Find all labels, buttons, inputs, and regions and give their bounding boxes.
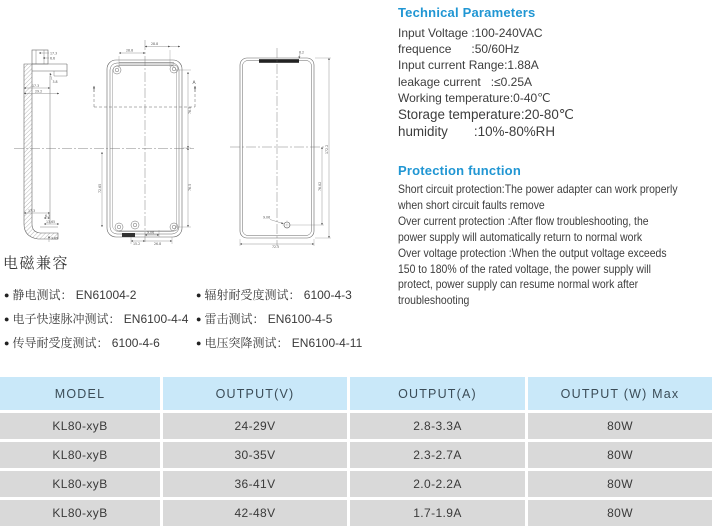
bullet-icon: ●: [196, 290, 202, 300]
top-stub: [32, 50, 48, 64]
table-cell-model: KL80-xyB: [0, 413, 160, 439]
dim-label: 29.2: [35, 89, 43, 94]
dim-label: 6.6: [50, 56, 56, 61]
column-header-output-w: OUTPUT (W) Max: [528, 377, 712, 410]
param-frequency: frequence :50/60Hz: [398, 42, 520, 57]
dim-label: 28.8: [151, 42, 159, 47]
dim-label: 9.06: [147, 230, 155, 235]
technical-parameters-section: [398, 5, 574, 140]
emc-right-column: [196, 289, 362, 361]
dim-label: 15.2: [133, 242, 141, 246]
param-input-current: Input current Range:1.88A: [398, 58, 539, 73]
dim-label: 3.65: [51, 236, 59, 241]
protection-function-section: [398, 163, 709, 309]
bullet-icon: ●: [4, 290, 10, 300]
table-cell-output-a: 2.0-2.2A: [350, 471, 525, 497]
protection-line: 150 to 180% of the rated voltage, the power supply will: [398, 262, 651, 276]
screw-holes: [113, 65, 178, 231]
dim-label: 72.5: [272, 245, 280, 249]
bullet-icon: ●: [4, 338, 10, 348]
dim-label: 28.8: [126, 48, 134, 53]
dim-label: 3.8: [52, 80, 58, 84]
emc-title: 电磁兼容: [3, 255, 70, 272]
emc-item-label: 辐射耐受度测试： 6100-4-3: [204, 288, 352, 302]
column-header-model: MODEL: [0, 377, 160, 410]
table-cell-output-v: 36-41V: [163, 471, 347, 497]
table-cell-model: KL80-xyB: [0, 500, 160, 526]
top-slot: [259, 59, 299, 63]
column-header-output-a: OUTPUT(A): [350, 377, 525, 410]
table-cell-output-v: 24-29V: [163, 413, 347, 439]
param-storage-temp: Storage temperature:20-80℃: [398, 107, 574, 123]
dim-label: 17.3: [32, 84, 40, 88]
column-header-output-v: OUTPUT(V): [163, 377, 347, 410]
param-leakage-current: leakage current :≤0.25A: [398, 74, 532, 89]
emc-item: [4, 289, 188, 302]
section-line-a: [94, 88, 195, 107]
emc-item: [196, 337, 362, 350]
table-cell-model: KL80-xyB: [0, 442, 160, 468]
dim-label: 76.5: [188, 183, 192, 191]
dim-label: 76.82: [318, 181, 322, 191]
table-cell-output-a: 2.8-3.3A: [350, 413, 525, 439]
emc-item-label: 静电测试： EN61004-2: [12, 288, 137, 302]
emc-item-label: 传导耐受度测试： 6100-4-6: [12, 336, 160, 350]
side-section-view: [24, 50, 67, 242]
emc-item: [196, 289, 362, 302]
dim-label: 13.65: [46, 220, 56, 224]
table-cell-output-w: 80W: [528, 442, 712, 468]
dim-label: 76.5: [188, 106, 192, 114]
param-input-voltage: Input Voltage :100-240VAC: [398, 26, 543, 40]
technical-parameters-title: Technical Parameters: [398, 5, 536, 20]
protection-line: protect, power supply can resume normal work after: [398, 278, 639, 292]
section-label: A: [192, 81, 196, 86]
protection-line: troubleshooting: [398, 294, 470, 308]
dim-label: 6.3: [45, 214, 51, 218]
enclosure-drawing-svg: [2, 26, 394, 256]
protection-line: Over voltage protection :When the output voltage exceeds: [398, 246, 667, 260]
connector-slot: [122, 233, 135, 237]
dim-label: 17.3: [28, 209, 36, 213]
bottom-open-view: [94, 40, 197, 246]
param-working-temp: Working temperature:0-40℃: [398, 90, 551, 105]
emc-item-label: 电压突降测试： EN6100-4-11: [204, 336, 363, 350]
table-cell-output-a: 1.7-1.9A: [350, 500, 525, 526]
dim-label: 8.2: [299, 50, 305, 55]
dim-label: 17.3: [50, 51, 58, 56]
table-cell-output-v: 42-48V: [163, 500, 347, 526]
emc-item: [196, 313, 362, 326]
emc-item: [4, 337, 188, 350]
table-cell-output-v: 30-35V: [163, 442, 347, 468]
emc-left-column: [4, 289, 188, 361]
emc-section: [3, 252, 393, 364]
table-cell-output-w: 80W: [528, 413, 712, 439]
spec-table: [0, 377, 712, 526]
emc-item-label: 电子快速脉冲测试： EN6100-4-4: [12, 312, 189, 326]
table-cell-output-w: 80W: [528, 500, 712, 526]
protection-line: when short circuit faults remove: [398, 198, 545, 212]
param-humidity: humidity :10%-80%RH: [398, 124, 556, 140]
dim-label: 72.65: [98, 183, 102, 193]
dim-label: 172.2: [325, 144, 329, 154]
bullet-icon: ●: [196, 338, 202, 348]
protection-line: power supply will automatically return to normal work: [398, 230, 643, 244]
table-cell-model: KL80-xyB: [0, 471, 160, 497]
protection-line: Short circuit protection:The power adapter can work properly: [398, 183, 678, 196]
dim-label: 9.06: [263, 215, 271, 220]
protection-line: Over current protection :After flow troubleshooting, the: [398, 214, 649, 228]
cad-drawings: [2, 26, 394, 261]
table-cell-output-w: 80W: [528, 471, 712, 497]
dim-label: 26.8: [154, 242, 162, 246]
bullet-icon: ●: [196, 314, 202, 324]
emc-item: [4, 313, 188, 326]
protection-function-title: Protection function: [398, 163, 521, 178]
bullet-icon: ●: [4, 314, 10, 324]
emc-item-label: 雷击测试： EN6100-4-5: [204, 312, 333, 326]
table-cell-output-a: 2.3-2.7A: [350, 442, 525, 468]
rear-face-view: [230, 48, 331, 249]
